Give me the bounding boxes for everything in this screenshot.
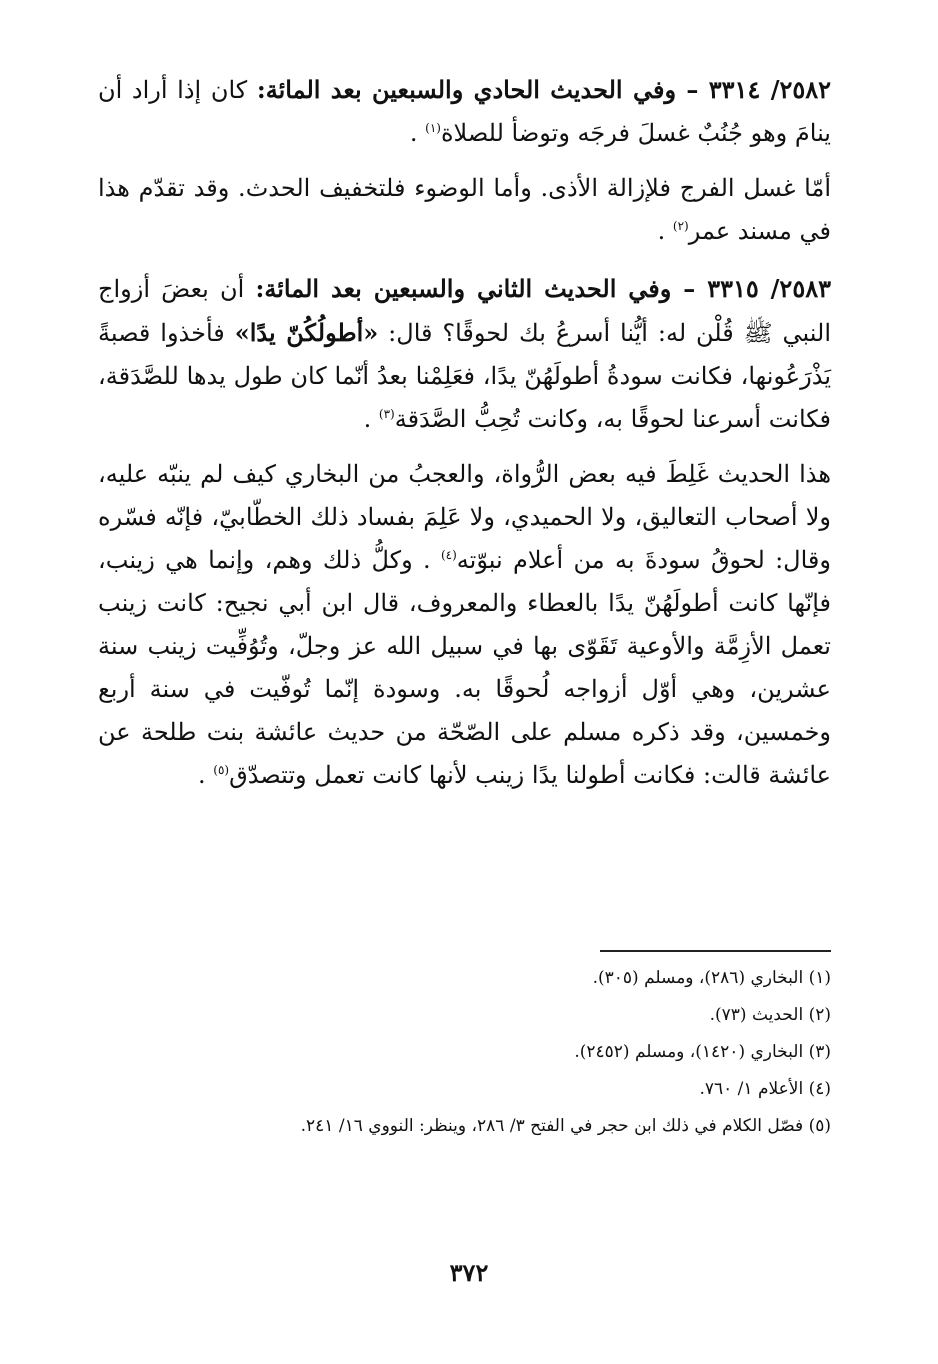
footnote-marker-5[interactable]: (٥) [213, 763, 230, 777]
footnote-marker-2[interactable]: (٢) [672, 219, 689, 233]
commentary-text-2582: أمّا غسل الفرج فلإزالة الأذى. وأما الوضوء فلتخفيف الحدث. وقد تقدّم هذا في مسند عمر [98, 174, 831, 245]
hadith-heading-2583: ٢٥٨٣/ ٣٣١٥ – وفي الحديث الثاني والسبعين بعد المائة: [255, 274, 831, 303]
footnote-marker-3[interactable]: (٣) [378, 407, 395, 421]
footnotes-section [131, 968, 831, 1153]
commentary-text-2583-part1: هذا الحديث غَلِطَ فيه بعض الرُّواة، والعجبُ من البخاري كيف لم ينبّه عليه، ولا أصحاب التعاليق، ولا الحميدي، ولا عَلِمَ بفساد ذلك الخطّابيّ، فإنّه فسّره وقال: لحوقُ سودةَ به من أعلام نبوّته [98, 460, 831, 574]
footnote-marker-1[interactable]: (١) [425, 121, 441, 135]
page-number: ٣٧٢ [449, 1258, 489, 1287]
hadith-paragraph-2583 [98, 267, 831, 441]
commentary-text-2582-end: . [657, 217, 673, 245]
hadith-heading-2582: ٢٥٨٢/ ٣٣١٤ – وفي الحديث الحادي والسبعين بعد المائة: [256, 75, 832, 104]
footnote-3: (٣) البخاري (١٤٢٠)، ومسلم (٢٤٥٢). [574, 1042, 831, 1062]
footnote-2: (٢) الحديث (٧٣). [709, 1005, 831, 1025]
footnote-1: (١) البخاري (٢٨٦)، ومسلم (٣٠٥). [592, 968, 831, 988]
commentary-text-2583-end: . [197, 761, 214, 789]
footnote-separator [600, 950, 831, 952]
hadith-text-2582-end: . [409, 119, 426, 147]
footnote-marker-4[interactable]: (٤) [440, 548, 457, 562]
hadith-text-2582: كان إذا أراد أن ينامَ وهو جُنُبٌ غسلَ فرجَه وتوضأ للصلاة [98, 76, 831, 147]
commentary-paragraph-2582 [98, 167, 831, 253]
page-body [98, 68, 831, 807]
hadith-quote-2583: «أطولُكُنّ يدًا» [234, 318, 379, 347]
hadith-paragraph-2582 [98, 68, 831, 155]
hadith-text-2583-part1: أن بعضَ أزواج النبي ﷺ قُلْن له: أيُّنا أسرعُ بك لحوقًا؟ قال: [98, 275, 831, 347]
commentary-paragraph-2583 [98, 453, 831, 797]
footnote-4: (٤) الأعلام ١/ ٧٦٠. [699, 1079, 831, 1099]
hadith-text-2583-part2: فأخذوا قصبةً يَذْرَعُونها، فكانت سودةُ أطولَهُنّ يدًا، فعَلِمْنا بعدُ أنّما كان طول يدها للصَّدَقة، فكانت أسرعنا لحوقًا به، وكانت تُحِبُّ الصَّدَقة [98, 319, 831, 433]
hadith-text-2583-end: . [363, 405, 379, 433]
commentary-text-2583-part2: . وكلُّ ذلك وهم، وإنما هي زينب، فإنّها كانت أطولَهُنّ يدًا بالعطاء والمعروف، قال ابن أبي نجيح: كانت زينب تعمل الأزِمَّة والأوعية تَقَوّى بها في سبيل الله عز وجلّ، وتُوُفِّيت زينب سنة عشرين، وهي أوّل أزواجه لُحوقًا به. وسودة إنّما تُوفّيت في سنة أربع وخمسين، وقد ذكره مسلم على الصّحّة من حديث عائشة بنت طلحة عن عائشة قالت: فكانت أطولنا يدًا زينب لأنها كانت تعمل وتتصدّق [98, 546, 831, 789]
footnote-5: (٥) فصّل الكلام في ذلك ابن حجر في الفتح ٣/ ٢٨٦، وينظر: النووي ١٦/ ٢٤١. [300, 1116, 831, 1136]
